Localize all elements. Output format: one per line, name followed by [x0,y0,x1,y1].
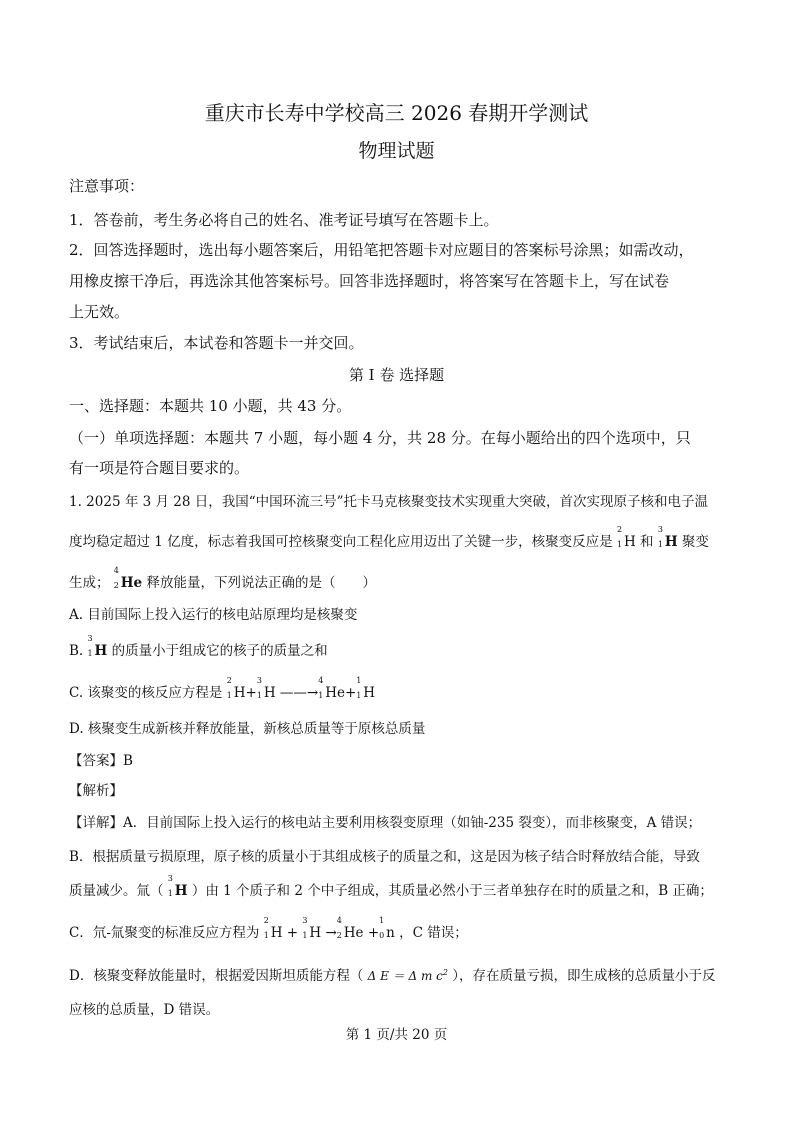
detail-line-4 [69,916,468,943]
notice-item-2-line-3: 上无效。 [69,303,130,321]
detail-line-3-end: ）由 1 个质子和 2 个中子组成，其质量必然小于三者单独存在时的质量之和，B 正确； [191,883,713,899]
notice-item-2-line-2: 用橡皮擦干净后，再选涂其他答案标号。回答非选择题时，将答案写在答题卡上，写在试卷 [69,272,670,290]
question-1-line-2 [69,525,709,552]
question-1-line-3-end: 释放能量，下列说法正确的是（ ） [146,575,376,591]
notice-item-1: 1．答卷前，考生务必将自己的姓名、准考证号填写在答题卡上。 [69,211,499,229]
detail-line-3-start: 质量减少。氚（ [69,883,164,899]
section-1-heading: 一、选择题：本题共 10 小题，共 43 分。 [69,397,352,415]
mass-energy-equation: Δ E ＝ Δ m $c^2$ [367,968,448,983]
detail-line-3 [69,874,713,901]
detail-line-5 [69,963,716,986]
question-1-line-2-end: 聚变 [681,534,709,550]
detail-line-5-start: D．核聚变释放能量时，根据爱因斯坦质能方程（ [69,968,364,984]
notice-item-2-line-1: 2．回答选择题时，选出每小题答案后，用铅笔把答题卡对应题目的答案标号涂黑；如需改动， [69,241,694,259]
page-title: 重庆市长寿中学校高三 2026 春期开学测试 [204,101,589,125]
detail-line-1: 【详解】A．目前国际上投入运行的核电站主要利用核裂变原理（如铀-235 裂变），而非核聚变，A 错误； [69,815,702,831]
option-b-letter: B. [69,643,88,659]
notice-heading: 注意事项： [69,177,145,195]
detail-line-2: B．根据质量亏损原理，原子核的质量小于其组成核子的质量之和，这是因为核子结合时释放结合能，导致 [69,849,700,865]
option-c [69,676,376,703]
option-d: D. 核聚变生成新核并释放能量，新核总质量等于原核总质量 [69,721,426,737]
question-1-line-3 [69,566,376,593]
helium-symbol: 4 2 He [113,566,143,591]
deuterium-symbol: 2 1 H [616,525,636,550]
tritium-symbol: 3 1 H [167,874,188,899]
tritium-symbol: 3 1 H [657,525,678,550]
option-c-equation: 2 1 H+ 3 1 H ——→ 4 1 He+ 1 1 H [226,676,376,701]
page-footer: 第 1 页/共 20 页 [345,1027,448,1043]
volume-heading: 第 I 卷 选择题 [348,366,445,384]
detail-line-6: 应核的总质量，D 错误。 [69,1002,220,1018]
option-c-text: C. 该聚变的核反应方程是 [69,685,223,701]
question-1-line-3-start: 生成； [69,575,110,591]
option-a: A. 目前国际上投入运行的核电站原理均是核聚变 [69,607,358,623]
and-word: 和 [640,534,654,550]
question-1-line-2-text: 度均稳定超过 1 亿度，标志着我国可控核聚变向工程化应用迈出了关键一步，核聚变反应是 [69,534,613,550]
tritium-symbol: 3 1 H [87,634,108,659]
question-1-line-1: 1. 2025 年 3 月 28 日，我国“中国环流三号”托卡马克核聚变技术实现重大突破，首次实现原子核和电子温 [69,494,709,510]
detail-line-4-start: C．氘-氚聚变的标准反应方程为 [69,925,260,941]
subsection-1-line-2: 有一项是符合题目要求的。 [69,459,250,477]
page-subtitle: 物理试题 [358,140,435,162]
analysis-label: 【解析】 [69,783,123,799]
option-b [69,634,328,661]
detail-equation: 2 1 H + 3 1 H → 4 2 He + 1 0 n [263,916,395,941]
detail-line-5-end: ），存在质量亏损，即生成核的总质量小于反 [452,968,716,984]
option-b-text: 的质量小于组成它的核子的质量之和 [111,643,328,659]
detail-line-4-end: ，C 错误； [399,925,468,941]
subsection-1-line-1: （一）单项选择题：本题共 7 小题，每小题 4 分，共 28 分。在每小题给出的四个选项中，只 [69,429,691,447]
notice-item-3: 3．考试结束后，本试卷和答题卡一并交回。 [69,334,364,352]
answer-label: 【答案】B [69,753,133,769]
